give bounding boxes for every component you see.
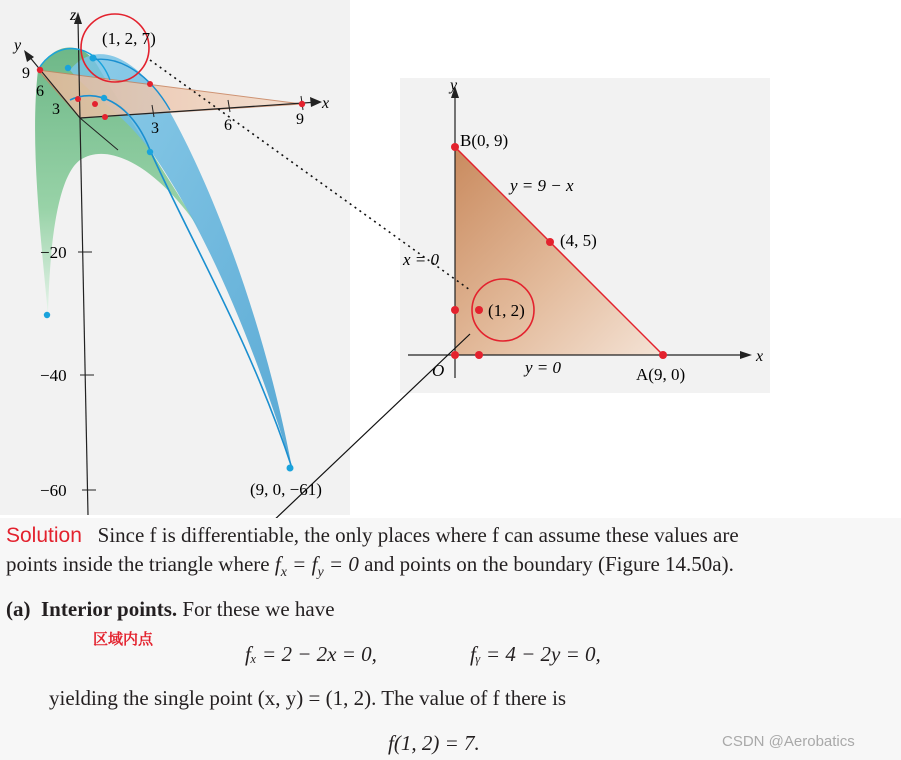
vertex-b-label: B(0, 9) bbox=[460, 131, 509, 150]
y-tick-9: 9 bbox=[22, 65, 30, 82]
fx-fy-zero-expr: $f_x = f_y = 0$ bbox=[274, 552, 359, 581]
y-axis-label-2d: y bbox=[450, 78, 458, 94]
left-edge-label: x = 0 bbox=[403, 250, 440, 269]
item-a-rest: For these we have bbox=[177, 597, 335, 621]
x-tick-9: 9 bbox=[296, 111, 304, 128]
item-a-title: Interior points. bbox=[41, 597, 178, 621]
y-tick-6: 6 bbox=[36, 83, 44, 100]
annotation-note: 区域内点 bbox=[93, 631, 154, 648]
max-point-label: (1, 2, 7) bbox=[102, 29, 156, 48]
bottom-edge-label: y = 0 bbox=[525, 358, 562, 377]
item-a-line bbox=[6, 596, 335, 622]
y-axis-label-3d: y bbox=[14, 37, 22, 54]
x-tick-6: 6 bbox=[224, 117, 232, 134]
dotted-connector bbox=[150, 60, 470, 290]
interior-point-label: (1, 2) bbox=[488, 301, 525, 320]
equation-fy: fᵧ = 4 − 2y = 0, bbox=[470, 642, 601, 666]
solution-label: Solution bbox=[6, 524, 82, 547]
origin-label: O bbox=[432, 361, 445, 380]
x-axis-label-3d: x bbox=[322, 95, 330, 112]
equation-value: f(1, 2) = 7. bbox=[388, 731, 480, 755]
z-tick-neg40: −40 bbox=[40, 366, 67, 385]
vertex-a-label: A(9, 0) bbox=[636, 365, 686, 384]
x-axis-label-2d: x bbox=[756, 348, 764, 365]
solution-line-2: points inside the triangle where $f_x = f_y = 0$ and points on the boundary (Figure 14.50a). bbox=[6, 552, 734, 581]
x-tick-3: 3 bbox=[151, 120, 159, 137]
para1-line1: Since f is differentiable, the only places where f can assume these values are bbox=[97, 523, 739, 547]
y-tick-3: 3 bbox=[52, 101, 60, 118]
z-tick-neg20: −20 bbox=[40, 243, 67, 262]
para2-line: yielding the single point (x, y) = (1, 2). The value of f there is bbox=[49, 686, 567, 710]
z-axis-label: z bbox=[70, 7, 77, 24]
z-tick-neg60: −60 bbox=[40, 481, 67, 500]
min-point-label: (9, 0, −61) bbox=[250, 480, 322, 499]
watermark: CSDN @Aerobatics bbox=[722, 733, 855, 750]
boundary-point-label: (4, 5) bbox=[560, 231, 597, 250]
solution-line-1 bbox=[6, 522, 739, 549]
item-a-label: (a) bbox=[6, 597, 31, 621]
equation-fx: fₓ = 2 − 2x = 0, bbox=[245, 642, 377, 666]
hypotenuse-label: y = 9 − x bbox=[510, 176, 574, 195]
